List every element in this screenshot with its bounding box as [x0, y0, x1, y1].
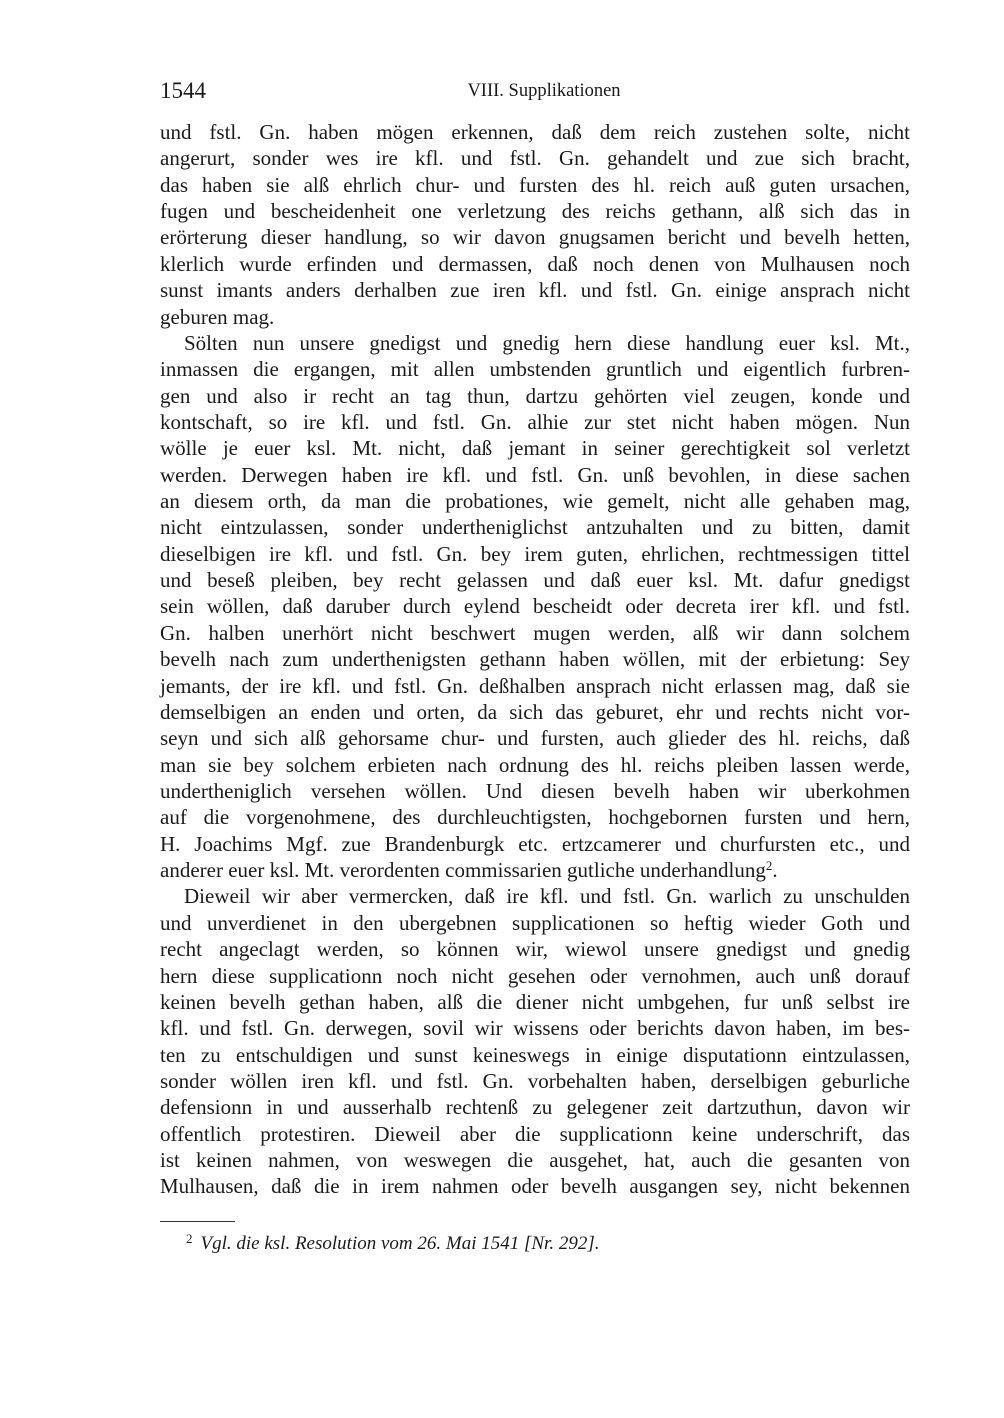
line-end-punctuation: .	[772, 858, 778, 883]
text-line: inmassen die ergangen, mit allen umbstenden gruntlich und eigentlich furbren-	[160, 357, 910, 382]
text-line: ist keinen nahmen, von weswegen die ausgehet, hat, auch die gesanten von	[160, 1148, 910, 1173]
text-line: sunst imants anders derhalben zue iren kfl. und fstl. Gn. einige ansprach nicht	[160, 278, 910, 303]
text-line: nicht eintzulassen, sonder undertheniglichst antzuhalten und zu bitten, damit	[160, 515, 910, 540]
running-head	[160, 78, 910, 108]
text-line: ten zu entschuldigen und sunst keineswegs in einige disputationn eintzulassen,	[160, 1042, 910, 1067]
text-line: fugen und bescheidenheit one verletzung des reichs gethann, alß sich das in	[160, 199, 910, 224]
text-line: wölle je euer ksl. Mt. nicht, daß jemant in seiner gerechtigkeit sol verletzt	[160, 436, 910, 461]
footnote	[186, 1227, 599, 1256]
text-line: H. Joachims Mgf. zue Brandenburgk etc. ertzcamerer und churfursten etc., und	[160, 831, 910, 856]
paragraph-end-line	[160, 857, 910, 883]
text-line: offentlich protestiren. Dieweil aber die supplicationn keine underschrift, das	[160, 1121, 910, 1146]
footnote-text: Vgl. die ksl. Resolution vom 26. Mai 1541 [Nr. 292].	[200, 1233, 600, 1254]
text-line: und beseß pleiben, bey recht gelassen und daß euer ksl. Mt. dafur gnedigst	[160, 568, 910, 593]
body-text	[160, 119, 910, 1200]
paragraph-start-line: Dieweil wir aber vermercken, daß ire kfl. und fstl. Gn. warlich zu unschulden	[184, 884, 910, 909]
page-number: 1544	[160, 78, 206, 103]
text-line: defensionn in und ausserhalb rechtenß zu gelegener zeit dartzuthun, davon wir	[160, 1095, 910, 1120]
text-line: undertheniglich versehen wöllen. Und diesen bevelh haben wir uberkohmen	[160, 778, 910, 803]
text-line: jemants, der ire kfl. und fstl. Gn. deßhalben ansprach nicht erlassen mag, daß sie	[160, 673, 910, 698]
text-line: seyn und sich alß gehorsame chur- und fursten, auch glieder des hl. reichs, daß	[160, 726, 910, 751]
text-line: das haben sie alß ehrlich chur- und fursten des hl. reich auß guten ursachen,	[160, 172, 910, 197]
line-text: anderer euer ksl. Mt. verordenten commissarien gutliche underhandlung	[160, 858, 766, 883]
text-line: demselbigen an enden und orten, da sich das geburet, ehr und rechts nicht vor-	[160, 699, 910, 724]
text-line: gen und also ir recht an tag thun, dartzu gehörten viel zeugen, konde und	[160, 383, 910, 408]
text-line: Gn. halben unerhört nicht beschwert mugen werden, alß wir dann solchem	[160, 620, 910, 645]
text-line: und fstl. Gn. haben mögen erkennen, daß dem reich zustehen solte, nicht	[160, 120, 910, 144]
paragraph-start-line: Sölten nun unsere gnedigst und gnedig hern diese handlung euer ksl. Mt.,	[184, 330, 910, 355]
text-line: klerlich wurde erfinden und dermassen, daß noch denen von Mulhausen noch	[160, 251, 910, 276]
footnote-number: 2	[186, 1231, 193, 1246]
text-line: erörterung dieser handlung, so wir davon gnugsamen bericht und bevelh hetten,	[160, 225, 910, 250]
section-title: VIII. Supplikationen	[467, 81, 621, 101]
paragraph-end-line: geburen mag.	[160, 304, 275, 329]
text-line: sonder wöllen iren kfl. und fstl. Gn. vorbehalten haben, derselbigen geburliche	[160, 1068, 910, 1093]
text-line: recht angeclagt werden, so können wir, wiewol unsere gnedigst und gnedig	[160, 937, 910, 962]
text-line: keinen bevelh gethan haben, alß die diener nicht umbgehen, fur unß selbst ire	[160, 989, 910, 1014]
text-line: bevelh nach zum underthenigsten gethann haben wöllen, mit der erbietung: Sey	[160, 647, 910, 672]
text-line: sein wöllen, daß daruber durch eylend bescheidt oder decreta irer kfl. und fstl.	[160, 594, 910, 619]
footnote-separator	[160, 1221, 235, 1222]
text-line: hern diese supplicationn noch nicht gesehen oder vernohmen, auch unß dorauf	[160, 963, 910, 988]
text-line: auf die vorgenohmene, des durchleuchtigsten, hochgebornen fursten und hern,	[160, 805, 910, 830]
text-line: an diesem orth, da man die probationes, wie gemelt, nicht alle gehaben mag,	[160, 489, 910, 514]
text-line: man sie bey solchem erbieten nach ordnung des hl. reichs pleiben lassen werde,	[160, 752, 910, 777]
text-line: angerurt, sonder wes ire kfl. und fstl. Gn. gehandelt und zue sich bracht,	[160, 146, 910, 171]
text-line: kfl. und fstl. Gn. derwegen, sovil wir wissens oder berichts davon haben, im bes-	[160, 1016, 910, 1041]
text-line: und unverdienet in den ubergebnen supplicationen so heftig wieder Goth und	[160, 910, 910, 935]
footnote-reference[interactable]: 2	[765, 858, 773, 874]
text-line: kontschaft, so ire kfl. und fstl. Gn. alhie zur stet nicht haben mögen. Nun	[160, 409, 910, 434]
text-line: werden. Derwegen haben ire kfl. und fstl. Gn. unß bevohlen, in diese sachen	[160, 462, 910, 487]
text-line: dieselbigen ire kfl. und fstl. Gn. bey irem guten, ehrlichen, rechtmessigen tittel	[160, 541, 910, 566]
text-line: Mulhausen, daß die in irem nahmen oder bevelh ausgangen sey, nicht bekennen	[160, 1174, 910, 1199]
